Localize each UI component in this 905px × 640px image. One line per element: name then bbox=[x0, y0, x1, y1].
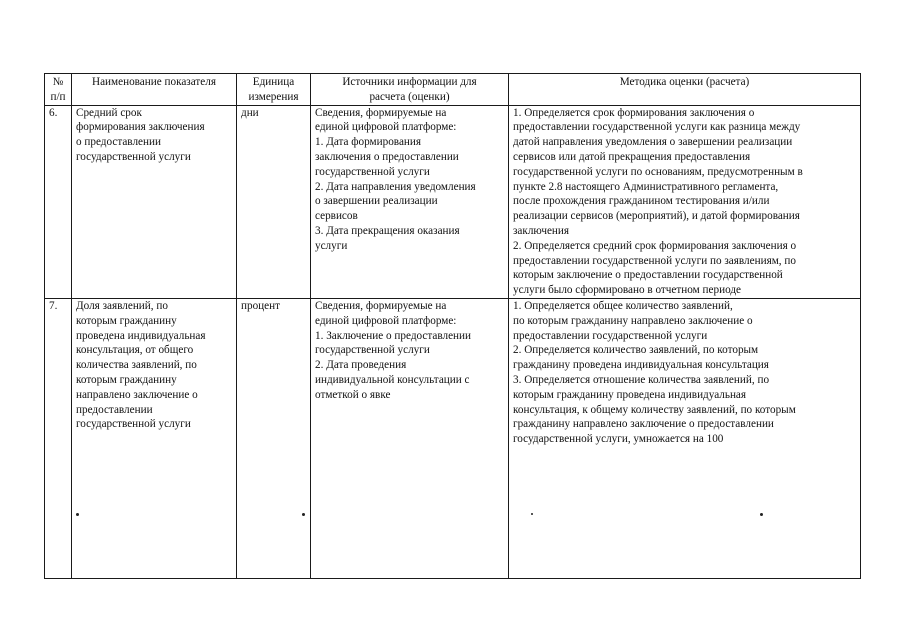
header-num: № п/п bbox=[45, 74, 72, 106]
header-unit: Единица измерения bbox=[237, 74, 311, 106]
indicators-table bbox=[44, 73, 861, 579]
header-source: Источники информации для расчета (оценки) bbox=[311, 74, 509, 106]
scan-speck bbox=[76, 513, 79, 516]
evaluation-method: 1. Определяется срок формирования заключения о предоставлении государственной услуги как разница между датой направления уведомления о завершении реализации сервисов или датой прекращения предоставления государственной услуги по основаниям, предусмотренным в пункте 2.8 настоящего Административного регламента, после прохождения гражданином тестирования и/или реализации сервисов (мероприятий), и датой формирования заключения 2. Определяется средний срок формирования заключения о предоставлении государственной услуги по заявлениям, по которым заключение о предоставлении государственной услуги было сформировано в отчетном периоде bbox=[509, 105, 861, 298]
scan-speck bbox=[302, 513, 305, 516]
scan-speck bbox=[760, 513, 763, 516]
row-number: 6. bbox=[45, 105, 72, 298]
information-source: Сведения, формируемые на единой цифровой платформе: 1. Заключение о предоставлении государственной услуги 2. Дата проведения индивидуальной консультации с отметкой о явке bbox=[311, 298, 509, 578]
header-method: Методика оценки (расчета) bbox=[509, 74, 861, 106]
information-source: Сведения, формируемые на единой цифровой платформе: 1. Дата формирования заключения о предоставлении государственной услуги 2. Дата направления уведомления о завершении реализации сервисов 3. Дата прекращения оказания услуги bbox=[311, 105, 509, 298]
indicator-name: Доля заявлений, по которым гражданину проведена индивидуальная консультация, от общего количества заявлений, по которым гражданину направлено заключение о предоставлении государственной услуги bbox=[72, 298, 237, 578]
measurement-unit: дни bbox=[237, 105, 311, 298]
indicator-name: Средний срок формирования заключения о предоставлении государственной услуги bbox=[72, 105, 237, 298]
measurement-unit: процент bbox=[237, 298, 311, 578]
table-header-row bbox=[45, 74, 861, 106]
header-name: Наименование показателя bbox=[72, 74, 237, 106]
table-row bbox=[45, 298, 861, 578]
scan-speck bbox=[531, 513, 533, 515]
evaluation-method: 1. Определяется общее количество заявлений, по которым гражданину направлено заключение о предоставлении государственной услуги 2. Определяется количество заявлений, по которым гражданину проведена индивидуальная консультация 3. Определяется отношение количества заявлений, по которым гражданину проведена индивидуальная консультация, к общему количеству заявлений, по которым гражданину направлено заключение о предоставлении государственной услуги, умножается на 100 bbox=[509, 298, 861, 578]
table-row bbox=[45, 105, 861, 298]
row-number: 7. bbox=[45, 298, 72, 578]
